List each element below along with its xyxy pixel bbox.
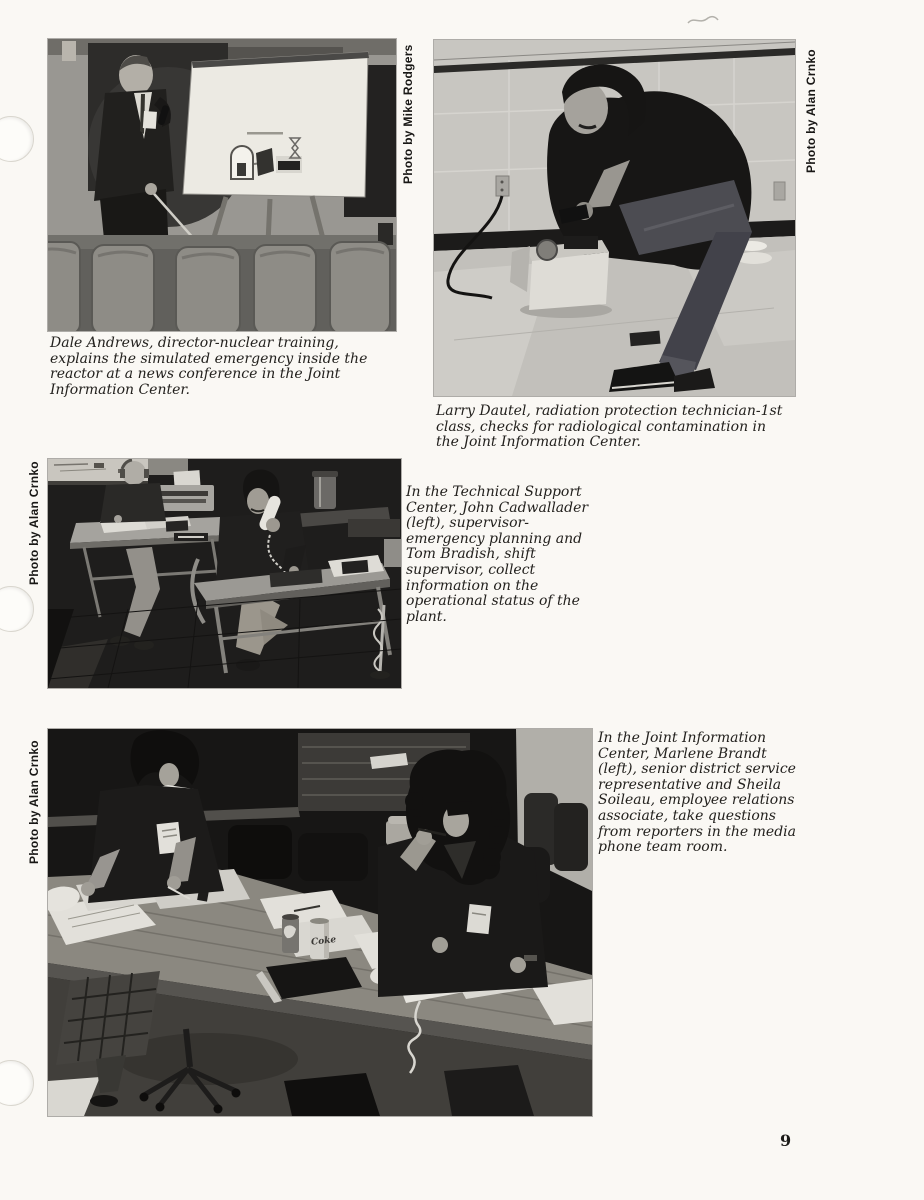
technical-support-illustration (48, 459, 401, 688)
photo-dale-andrews (48, 39, 396, 331)
photo-media-phone-team (48, 729, 592, 1116)
media-phone-room-illustration (48, 729, 592, 1116)
photo-credit: Photo by Mike Rodgers (401, 44, 415, 184)
punch-hole (0, 1060, 34, 1106)
audience-chairs (48, 223, 396, 331)
punch-hole (0, 586, 34, 632)
photo-caption: In the Joint Information Center, Marlene Brandt (left), senior district service representative and Sheila Soileau, employee relations associate, take questions from reporters in the media phone team room. (598, 730, 796, 856)
photo-credit: Photo by Alan Crnko (804, 49, 818, 173)
photo-caption: In the Technical Support Center, John Cadwallader (left), supervisor-emergency planning and Tom Bradish, shift supervisor, collect information on the operational status of the plant. (406, 484, 589, 625)
page-number: 9 (780, 1131, 792, 1150)
easel-board (183, 52, 369, 197)
coke-can-label: Coke (310, 935, 337, 948)
photo-caption: Dale Andrews, director-nuclear training, explains the simulated emergency inside the reactor at a news conference in the Joint Information Center. (50, 335, 368, 398)
photo-caption: Larry Dautel, radiation protection technician-1st class, checks for radiological contamination in the Joint Information Center. (436, 403, 783, 451)
photo-credit: Photo by Alan Crnko (27, 740, 41, 864)
punch-hole (0, 116, 34, 162)
news-conference-illustration (48, 39, 396, 331)
photo-larry-dautel (434, 40, 795, 396)
scan-scratch-mark (686, 14, 720, 28)
photo-technical-support-center (48, 459, 401, 688)
contamination-check-illustration (434, 40, 795, 396)
photo-credit: Photo by Alan Crnko (27, 461, 41, 585)
